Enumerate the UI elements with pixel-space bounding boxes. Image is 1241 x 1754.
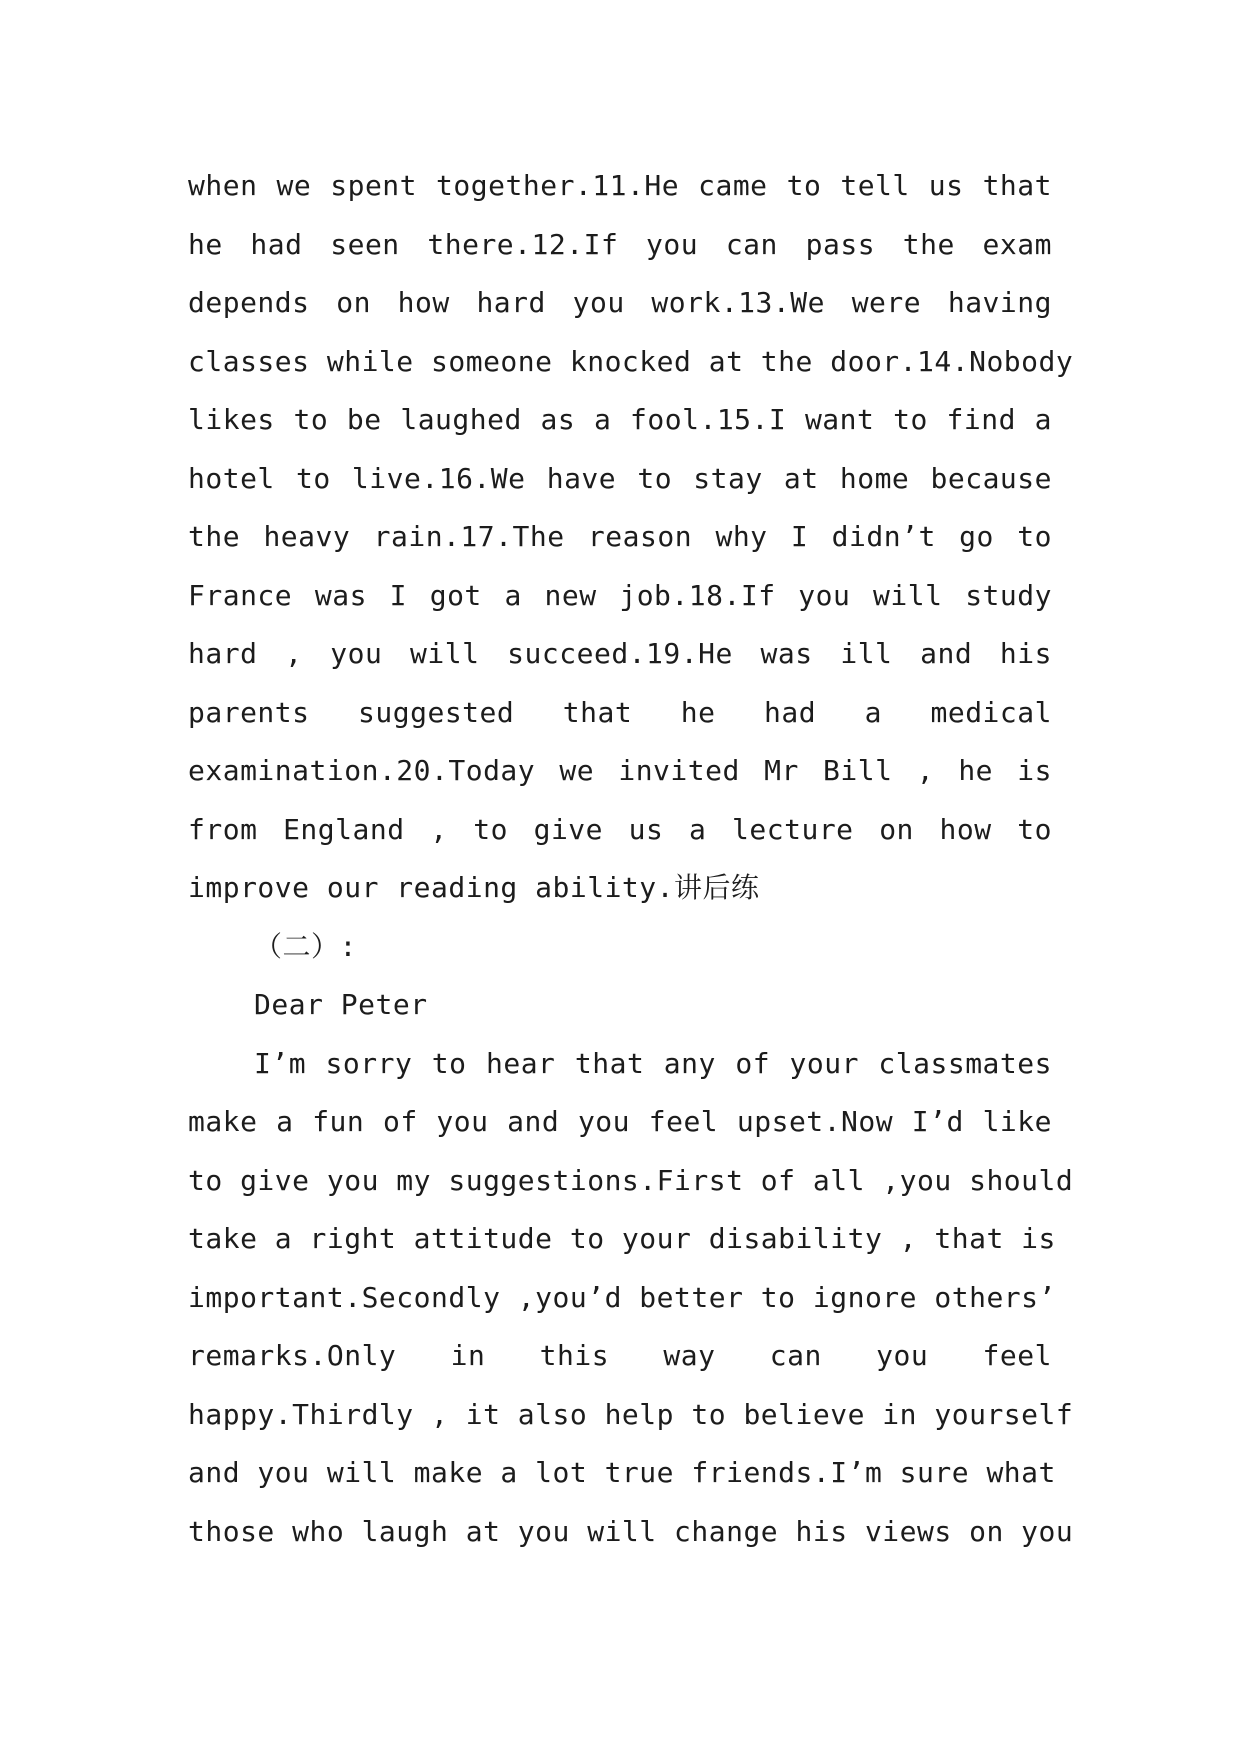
paragraph-line: likes to be laughed as a fool.15.I want to find a	[188, 403, 1052, 436]
letter-line: I’m sorry to hear that any of your classmates	[254, 1046, 1052, 1080]
paragraph-line: hotel to live.16.We have to stay at home because	[188, 461, 1052, 495]
paragraph-line: hard , you will succeed.19.He was ill and his	[188, 637, 1052, 670]
letter-line: important.Secondly ,you’d better to ignore others’	[188, 1280, 1056, 1314]
letter-line: and you will make a lot true friends.I’m sure what	[188, 1456, 1056, 1489]
paragraph-line: parents suggested that he had a medical	[188, 695, 1052, 729]
section-heading: （二）:	[254, 929, 357, 963]
letter-line: take a right attitude to your disability , that is	[188, 1222, 1056, 1255]
paragraph-line: when we spent together.11.He came to tell us that	[188, 169, 1052, 202]
paragraph-line: from England , to give us a lecture on how to	[188, 812, 1052, 846]
paragraph-line: improve our reading ability.讲后练	[188, 871, 760, 904]
paragraph-line: France was I got a new job.18.If you will study	[188, 578, 1052, 612]
paragraph-line: classes while someone knocked at the door.14.Nobody	[188, 344, 1074, 378]
letter-line: remarks.Only in this way can you feel	[188, 1339, 1052, 1372]
letter-line: happy.Thirdly , it also help to believe in yourself	[188, 1397, 1074, 1431]
letter-salutation: Dear Peter	[254, 988, 428, 1021]
paragraph-line: depends on how hard you work.13.We were having	[188, 286, 1052, 319]
letter-line: make a fun of you and you feel upset.Now I’d like	[188, 1105, 1052, 1138]
paragraph-line: the heavy rain.17.The reason why I didn’t go to	[188, 520, 1052, 553]
paragraph-line: examination.20.Today we invited Mr Bill , he is	[188, 754, 1052, 787]
body-text	[188, 157, 1074, 1561]
letter-line: those who laugh at you will change his views on you	[188, 1514, 1074, 1548]
letter-line: to give you my suggestions.First of all ,you should	[188, 1163, 1074, 1197]
paragraph-line: he had seen there.12.If you can pass the exam	[188, 227, 1052, 261]
